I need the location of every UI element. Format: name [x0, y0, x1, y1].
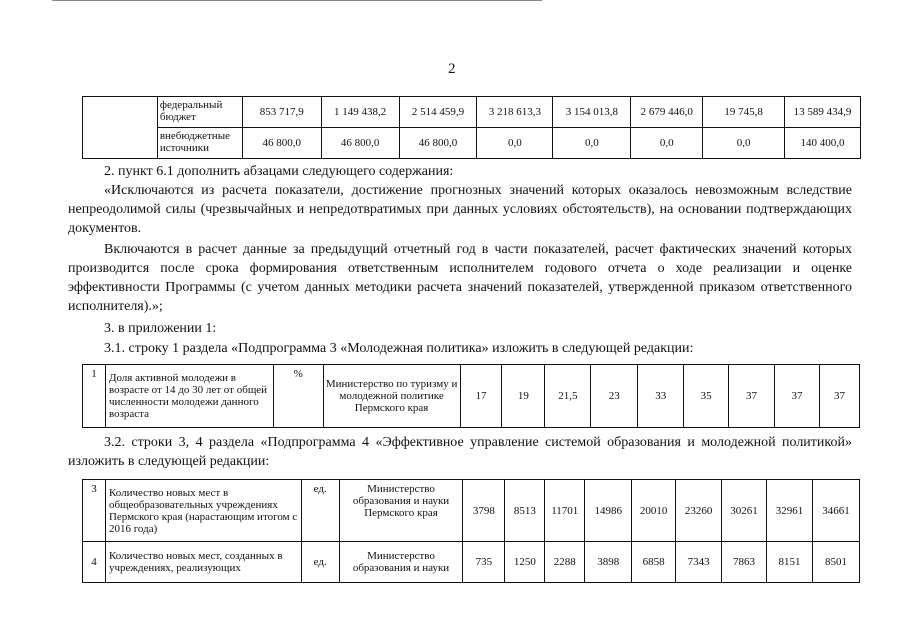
quote-paragraph-2: Включаются в расчет данные за предыдущий отчетный год в части показателей, расчет фактических значений которых производится после срока формирования ответственным исполнителем годового отчета о ходе реализации и оценке эффективности Программы (с учетом данных методики расчета значений показателей, утвержденной приказом ответственного исполнителя).»; — [68, 242, 852, 314]
value-cell: 34661 — [812, 480, 859, 542]
value-cell: 20010 — [632, 480, 676, 542]
budget-row-label: внебюджетные источники — [157, 128, 242, 159]
value-cell: 37 — [729, 365, 775, 428]
executor-cell: Министерство образования и науки Пермского края — [339, 480, 463, 542]
budget-cell: 3 154 013,8 — [553, 97, 631, 128]
value-cell: 14986 — [585, 480, 632, 542]
table-row — [83, 480, 860, 542]
value-cell: 23 — [591, 365, 638, 428]
budget-cell: 140 400,0 — [785, 128, 861, 159]
item-2-paragraph: 2. пункт 6.1 дополнить абзацами следующего содержания: — [104, 164, 454, 179]
row-number: 1 — [83, 365, 106, 428]
value-cell: 8501 — [812, 542, 859, 583]
budget-cell: 1 149 438,2 — [321, 97, 399, 128]
value-cell: 37 — [819, 365, 859, 428]
value-cell: 32961 — [767, 480, 813, 542]
budget-row — [83, 97, 861, 128]
budget-cell: 46 800,0 — [399, 128, 477, 159]
unit-cell: ед. — [301, 542, 339, 583]
indicator-name: Количество новых мест в общеобразовательных учреждениях Пермского края (нарастающим итогом с 2016 года) — [105, 480, 301, 542]
indicator-name: Доля активной молодежи в возрасте от 14 до 30 лет от общей численности молодежи данного возраста — [105, 365, 273, 428]
budget-row — [83, 128, 861, 159]
executor-cell: Министерство по туризму и молодежной политике Пермского края — [323, 365, 460, 428]
value-cell: 8513 — [505, 480, 545, 542]
budget-cell: 2 679 446,0 — [631, 97, 703, 128]
budget-cell: 853 717,9 — [242, 97, 321, 128]
executor-cell: Министерство образования и науки — [339, 542, 463, 583]
budget-cell: 0,0 — [703, 128, 785, 159]
unit-cell: % — [273, 365, 323, 428]
page-number: 2 — [448, 61, 456, 77]
value-cell: 6858 — [632, 542, 676, 583]
budget-table — [82, 96, 861, 159]
value-cell: 8151 — [767, 542, 813, 583]
value-cell: 30261 — [722, 480, 767, 542]
item-3-1-paragraph: 3.1. строку 1 раздела «Подпрограмма 3 «Молодежная политика» изложить в следующей редакции: — [104, 341, 694, 356]
value-cell: 2288 — [545, 542, 585, 583]
budget-cell: 19 745,8 — [703, 97, 785, 128]
budget-row-label: федеральный бюджет — [157, 97, 242, 128]
row-number: 3 — [83, 480, 106, 542]
row-number: 4 — [83, 542, 106, 583]
value-cell: 3898 — [585, 542, 632, 583]
budget-cell: 0,0 — [477, 128, 553, 159]
budget-cell: 2 514 459,9 — [399, 97, 477, 128]
value-cell: 7343 — [676, 542, 722, 583]
value-cell: 19 — [502, 365, 545, 428]
item-3-2-paragraph: 3.2. строки 3, 4 раздела «Подпрограмма 4 «Эффективное управление системой образования и молодежной политикой» изложить в следующей редакции: — [68, 435, 852, 469]
budget-cell: 46 800,0 — [242, 128, 321, 159]
value-cell: 37 — [775, 365, 820, 428]
value-cell: 735 — [463, 542, 505, 583]
youth-indicator-table — [82, 364, 860, 428]
quote-paragraph-1: «Исключаются из расчета показатели, достижение прогнозных значений которых оказалось невозможным вследствие непреодолимой силы (чрезвычайных и непредотвратимых при данных условиях обстоятельств), на основании подтверждающих документов. — [68, 183, 852, 236]
value-cell: 23260 — [676, 480, 722, 542]
value-cell: 33 — [638, 365, 684, 428]
table-row — [83, 365, 860, 428]
value-cell: 11701 — [545, 480, 585, 542]
budget-cell: 13 589 434,9 — [785, 97, 861, 128]
unit-cell: ед. — [301, 480, 339, 542]
value-cell: 21,5 — [545, 365, 591, 428]
value-cell: 1250 — [505, 542, 545, 583]
value-cell: 17 — [460, 365, 502, 428]
item-3-paragraph: 3. в приложении 1: — [104, 321, 217, 336]
budget-cell: 3 218 613,3 — [477, 97, 553, 128]
budget-cell: 0,0 — [553, 128, 631, 159]
top-edge-line — [52, 0, 542, 1]
budget-blank-cell — [83, 97, 158, 159]
budget-cell: 0,0 — [631, 128, 703, 159]
value-cell: 35 — [684, 365, 729, 428]
table-row — [83, 542, 860, 583]
places-indicator-table — [82, 479, 860, 583]
value-cell: 3798 — [463, 480, 505, 542]
indicator-name: Количество новых мест, созданных в учреждениях, реализующих — [105, 542, 301, 583]
value-cell: 7863 — [722, 542, 767, 583]
budget-cell: 46 800,0 — [321, 128, 399, 159]
